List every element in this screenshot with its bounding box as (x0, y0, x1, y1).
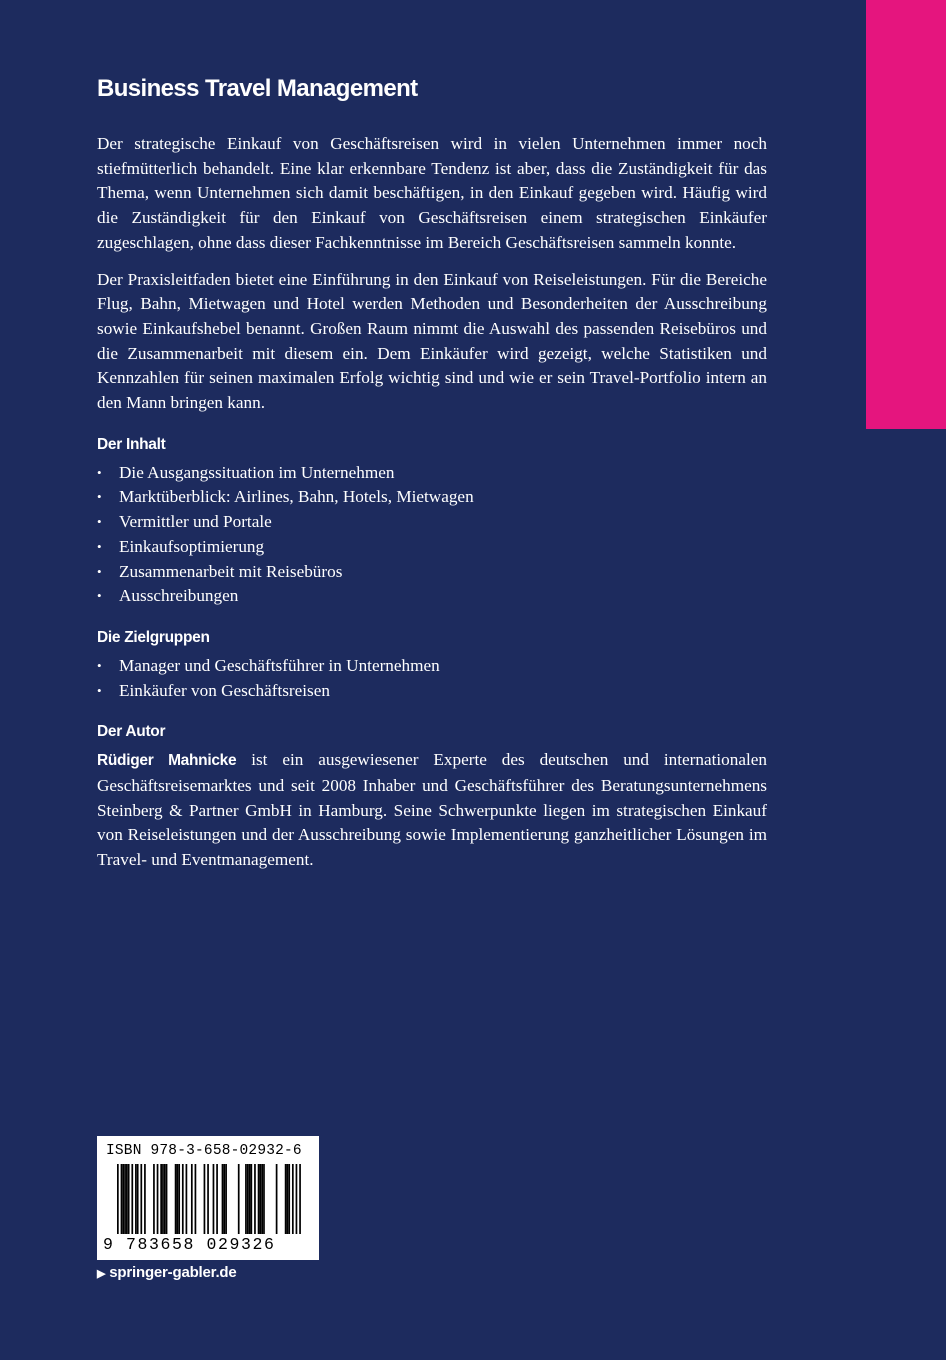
inhalt-heading: Der Inhalt (97, 435, 166, 453)
barcode-bar (126, 1164, 128, 1234)
barcode-bar (177, 1164, 179, 1234)
barcode-bar (245, 1164, 247, 1234)
barcode-icon (117, 1164, 301, 1240)
barcode-bar (299, 1164, 301, 1234)
barcode-bar (124, 1164, 126, 1234)
barcode-bar (238, 1164, 240, 1234)
barcode-bar (250, 1164, 252, 1234)
barcode-bar (195, 1164, 197, 1234)
barcode-bar (296, 1164, 298, 1234)
list-item: • Manager und Geschäftsführer in Unternehmen (97, 654, 767, 679)
intro-paragraph-1: Der strategische Einkauf von Geschäftsreisen wird in vielen Unternehmen immer noch stiefmütterlich behandelt. Eine klar erkennbare Tendenz ist aber, dass die Zuständigkeit für das Thema, wenn Unternehmen sich damit beschäftigen, in den Einkauf gegeben wird. Häufig wird die Zuständigkeit für den Einkauf von Geschäftsreisen einem strategischen Einkäufer zugeschlagen, ohne dass dieser Fachkenntnisse im Bereich Geschäftsreisen sammeln konnte. (97, 134, 767, 252)
list-item: • Einkäufer von Geschäftsreisen (97, 679, 767, 704)
play-arrow-icon: ▶ (97, 1268, 106, 1280)
barcode-bar (260, 1164, 262, 1234)
barcode-bar (216, 1164, 218, 1234)
barcode-bar (263, 1164, 265, 1234)
author-bio (97, 748, 767, 873)
barcode-bar (131, 1164, 133, 1234)
barcode-bar (166, 1164, 168, 1234)
barcode-bar (207, 1164, 209, 1234)
barcode-bar (225, 1164, 227, 1234)
barcode-bar (287, 1164, 289, 1234)
list-item: • Marktüberblick: Airlines, Bahn, Hotels, Mietwagen (97, 485, 767, 510)
author-bio-text: ist ein ausgewiesener Experte des deutschen und internationalen Geschäftsreisemarktes und seit 2008 Inhaber und Geschäftsführer des Beratungsunternehmens Steinberg & Partner GmbH in Hamburg. Seine Schwerpunkte liegen im strategischen Einkauf von Reiseleistungen und der Ausschreibung sowie Implementierung ganzheitlicher Lösungen im Travel- und Eventmanagement. (97, 750, 767, 870)
barcode-bar (164, 1164, 166, 1234)
list-item: • Die Ausgangssituation im Unternehmen (97, 461, 767, 486)
barcode-bar (117, 1164, 119, 1234)
barcode-bar (137, 1164, 139, 1234)
barcode-bar (182, 1164, 184, 1234)
barcode-bar (128, 1164, 130, 1234)
barcode-bar (254, 1164, 256, 1234)
barcode-bar (285, 1164, 287, 1234)
list-item: • Zusammenarbeit mit Reisebüros (97, 560, 767, 585)
barcode-bar (213, 1164, 215, 1234)
book-title: Business Travel Management (97, 75, 418, 102)
zielgruppen-list (97, 654, 767, 703)
author-name: Rüdiger Mahnicke (97, 752, 237, 770)
barcode-bar (135, 1164, 137, 1234)
accent-strip (866, 0, 946, 429)
list-item: • Ausschreibungen (97, 584, 767, 609)
barcode-bar (153, 1164, 155, 1234)
ean-number: 9 783658 029326 (103, 1235, 276, 1254)
barcode-bar (261, 1164, 263, 1234)
barcode-bar (144, 1164, 146, 1234)
barcode-bar (121, 1164, 123, 1234)
barcode-bar (258, 1164, 260, 1234)
barcode-bar (249, 1164, 251, 1234)
barcode-bar (223, 1164, 225, 1234)
isbn-text: ISBN 978-3-658-02932-6 (106, 1143, 302, 1159)
barcode-bar (140, 1164, 142, 1234)
barcode-bar (247, 1164, 249, 1234)
barcode-bar (222, 1164, 224, 1234)
barcode-bar (204, 1164, 206, 1234)
barcode-bar (157, 1164, 159, 1234)
barcode-bar (122, 1164, 124, 1234)
barcode-box (97, 1136, 319, 1260)
intro-paragraph-2: Der Praxisleitfaden bietet eine Einführung in den Einkauf von Reiseleistungen. Für die Bereiche Flug, Bahn, Mietwagen und Hotel werden Methoden und Besonderheiten der Ausschreibung sowie Einkaufshebel benannt. Großen Raum nimmt die Auswahl des passenden Reisebüros und die Zusammenarbeit mit diesem ein. Dem Einkäufer wird gezeigt, welche Statistiken und Kennzahlen für seinen maximalen Erfolg wichtig sind und wie er sein Travel-Portfolio intern an den Mann bringen kann. (97, 269, 767, 413)
barcode-bar (276, 1164, 278, 1234)
barcode-bar (160, 1164, 162, 1234)
zielgruppen-heading: Die Zielgruppen (97, 628, 210, 646)
barcode-bar (175, 1164, 177, 1234)
publisher-link[interactable] (97, 1264, 237, 1281)
autor-heading: Der Autor (97, 723, 166, 741)
publisher-url: springer-gabler.de (109, 1264, 237, 1281)
barcode-bar (191, 1164, 193, 1234)
barcode-bar (162, 1164, 164, 1234)
barcode-bar (178, 1164, 180, 1234)
list-item: • Vermittler und Portale (97, 510, 767, 535)
barcode-bar (186, 1164, 188, 1234)
back-cover-content (97, 72, 767, 885)
barcode-bar (292, 1164, 294, 1234)
inhalt-list (97, 461, 767, 609)
barcode-bar (288, 1164, 290, 1234)
list-item: • Einkaufsoptimierung (97, 535, 767, 560)
